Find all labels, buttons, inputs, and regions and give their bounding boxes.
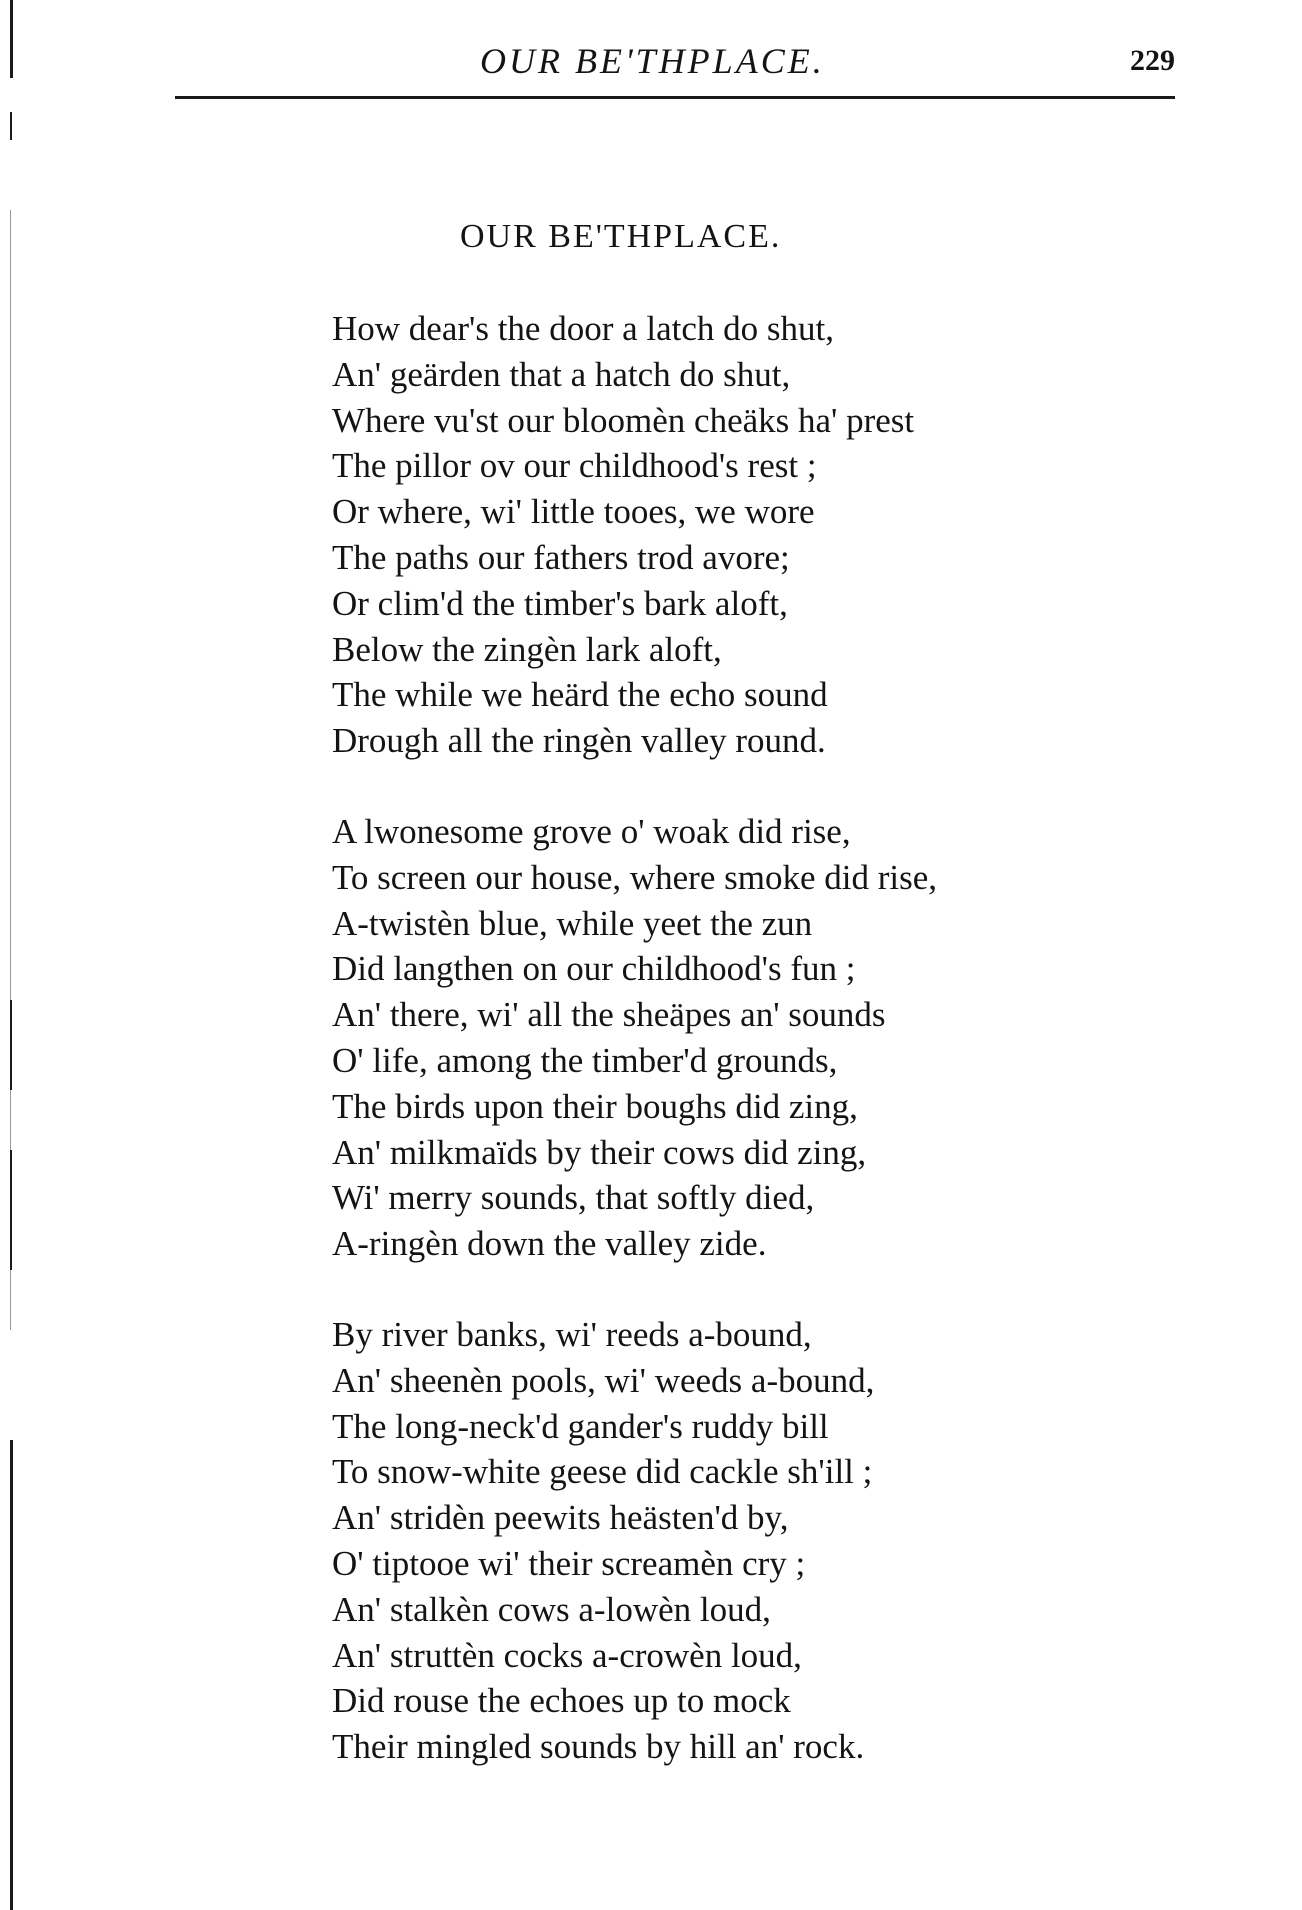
scan-edge-mark [10, 1000, 12, 1090]
poem-line: To snow-white geese did cackle sh'ill ; [332, 1452, 873, 1492]
poem-line: The long-neck'd gander's ruddy bill [332, 1406, 829, 1446]
poem-title: OUR BE'THPLACE. [460, 218, 782, 255]
poem-line: Where vu'st our bloomèn cheäks ha' prest [332, 400, 915, 440]
poem-line: Did langthen on our childhood's fun ; [332, 949, 856, 989]
poem-line: An' sheenèn pools, wi' weeds a-bound, [332, 1360, 875, 1400]
poem-line: Their mingled sounds by hill an' rock. [332, 1727, 865, 1767]
scan-edge-mark [10, 1440, 13, 1910]
scan-edge-mark [10, 0, 13, 78]
poem-line: An' struttèn cocks a-crowèn loud, [332, 1635, 802, 1675]
scan-edge-mark [10, 1150, 12, 1270]
poem-line: Below the zingèn lark aloft, [332, 629, 722, 669]
poem-line: A-twistèn blue, while yeet the zun [332, 903, 813, 943]
running-head [175, 34, 1175, 94]
header-rule [175, 96, 1175, 99]
poem-body [332, 306, 1132, 1815]
poem-line: The pillor ov our childhood's rest ; [332, 446, 817, 486]
poem-line: The paths our fathers trod avore; [332, 537, 790, 577]
poem-line: An' geärden that a hatch do shut, [332, 354, 791, 394]
poem-line: To screen our house, where smoke did rise, [332, 857, 938, 897]
poem-line: By river banks, wi' reeds a-bound, [332, 1314, 812, 1354]
page-number: 229 [1130, 44, 1175, 77]
stanza-3 [332, 1312, 1132, 1770]
poem-line: Wi' merry sounds, that softly died, [332, 1178, 815, 1218]
poem-line: O' tiptooe wi' their screamèn cry ; [332, 1543, 806, 1583]
poem-line: A lwonesome grove o' woak did rise, [332, 811, 851, 851]
poem-line: How dear's the door a latch do shut, [332, 309, 835, 348]
poem-line: An' stalkèn cows a-lowèn loud, [332, 1589, 771, 1629]
poem-line: The birds upon their boughs did zing, [332, 1086, 858, 1126]
poem-line: A-ringèn down the valley zide. [332, 1224, 767, 1264]
poem-line: An' stridèn peewits heästen'd by, [332, 1498, 789, 1538]
poem-line: The while we heärd the echo sound [332, 675, 828, 715]
poem-line: Or clim'd the timber's bark aloft, [332, 583, 788, 623]
scan-edge-mark [10, 112, 12, 140]
poem-line: Or where, wi' little tooes, we wore [332, 492, 815, 532]
poem-line: Did rouse the echoes up to mock [332, 1681, 791, 1721]
running-title: OUR BE'THPLACE. [480, 41, 825, 81]
poem-line: Drough all the ringèn valley round. [332, 721, 826, 761]
poem-line: An' milkmaïds by their cows did zing, [332, 1132, 867, 1172]
poem-line: O' life, among the timber'd grounds, [332, 1040, 838, 1080]
stanza-2 [332, 809, 1132, 1267]
poem-line: An' there, wi' all the sheäpes an' sounds [332, 995, 886, 1035]
stanza-1 [332, 306, 1132, 764]
